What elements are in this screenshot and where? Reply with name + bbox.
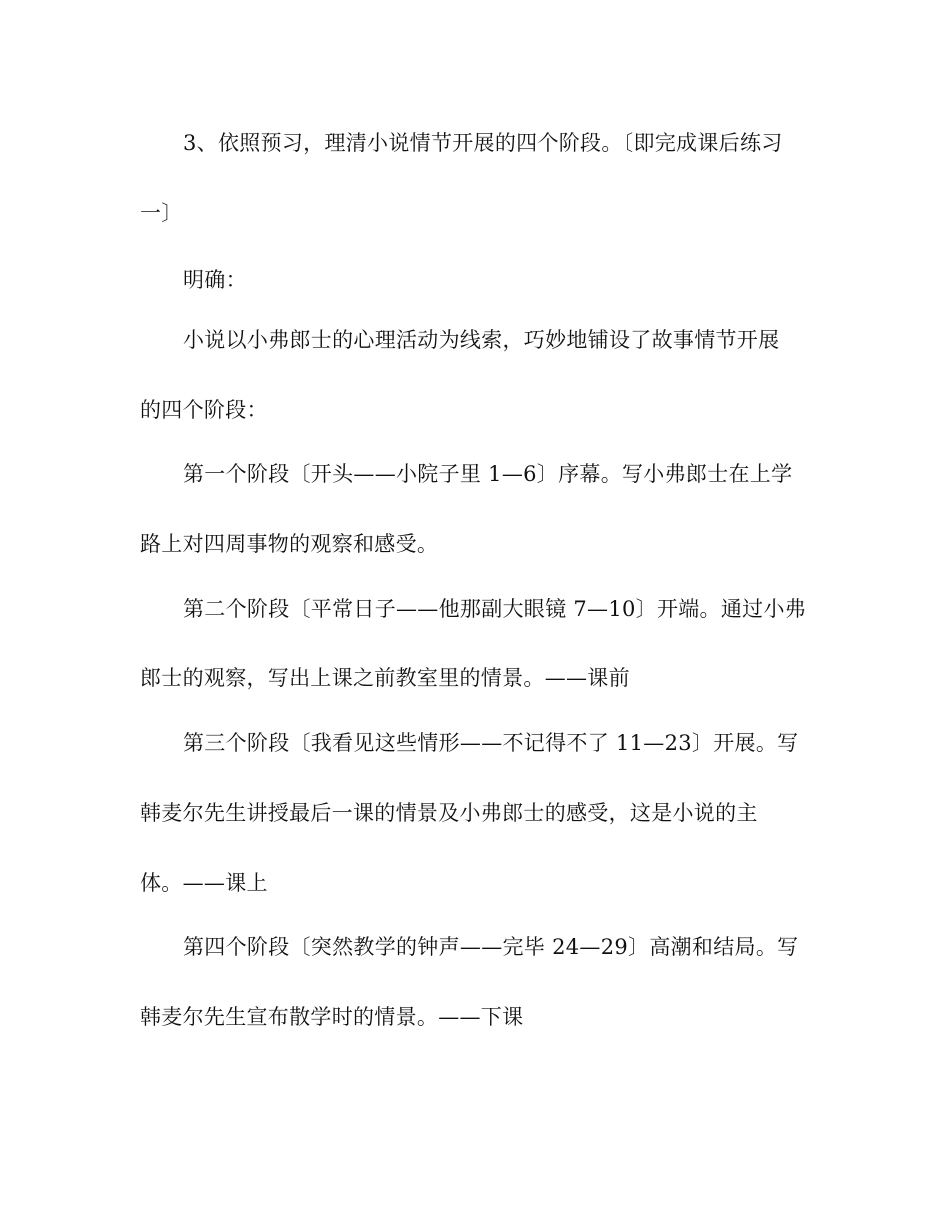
paragraph-stage-4-line-2: 韩麦尔先生宣布散学时的情景。——下课 bbox=[140, 1005, 524, 1029]
paragraph-stage-3-line-1: 第三个阶段〔我看见这些情形——不记得不了 11—23〕开展。写 bbox=[183, 731, 799, 755]
paragraph-stage-3-line-2: 韩麦尔先生讲授最后一课的情景及小弗郎士的感受，这是小说的主 bbox=[140, 801, 758, 825]
paragraph-exercise-line-1: 3、依照预习，理清小说情节开展的四个阶段。〔即完成课后练习 bbox=[183, 131, 783, 155]
paragraph-exercise-line-2: 一〕 bbox=[140, 201, 183, 225]
paragraph-summary-line-1: 小说以小弗郎士的心理活动为线索，巧妙地铺设了故事情节开展 bbox=[183, 328, 780, 352]
paragraph-stage-3-line-3: 体。——课上 bbox=[140, 871, 268, 895]
paragraph-stage-1-line-1: 第一个阶段〔开头——小院子里 1—6〕序幕。写小弗郎士在上学 bbox=[183, 462, 793, 486]
paragraph-answer-label: 明确： bbox=[183, 268, 247, 292]
paragraph-stage-2-line-1: 第二个阶段〔平常日子——他那副大眼镜 7—10〕开端。通过小弗 bbox=[183, 597, 807, 621]
paragraph-stage-1-line-2: 路上对四周事物的观察和感受。 bbox=[140, 532, 439, 556]
paragraph-stage-2-line-2: 郎士的观察，写出上课之前教室里的情景。——课前 bbox=[140, 666, 630, 690]
paragraph-summary-line-2: 的四个阶段： bbox=[140, 398, 268, 422]
paragraph-stage-4-line-1: 第四个阶段〔突然教学的钟声——完毕 24—29〕高潮和结局。写 bbox=[183, 935, 799, 959]
